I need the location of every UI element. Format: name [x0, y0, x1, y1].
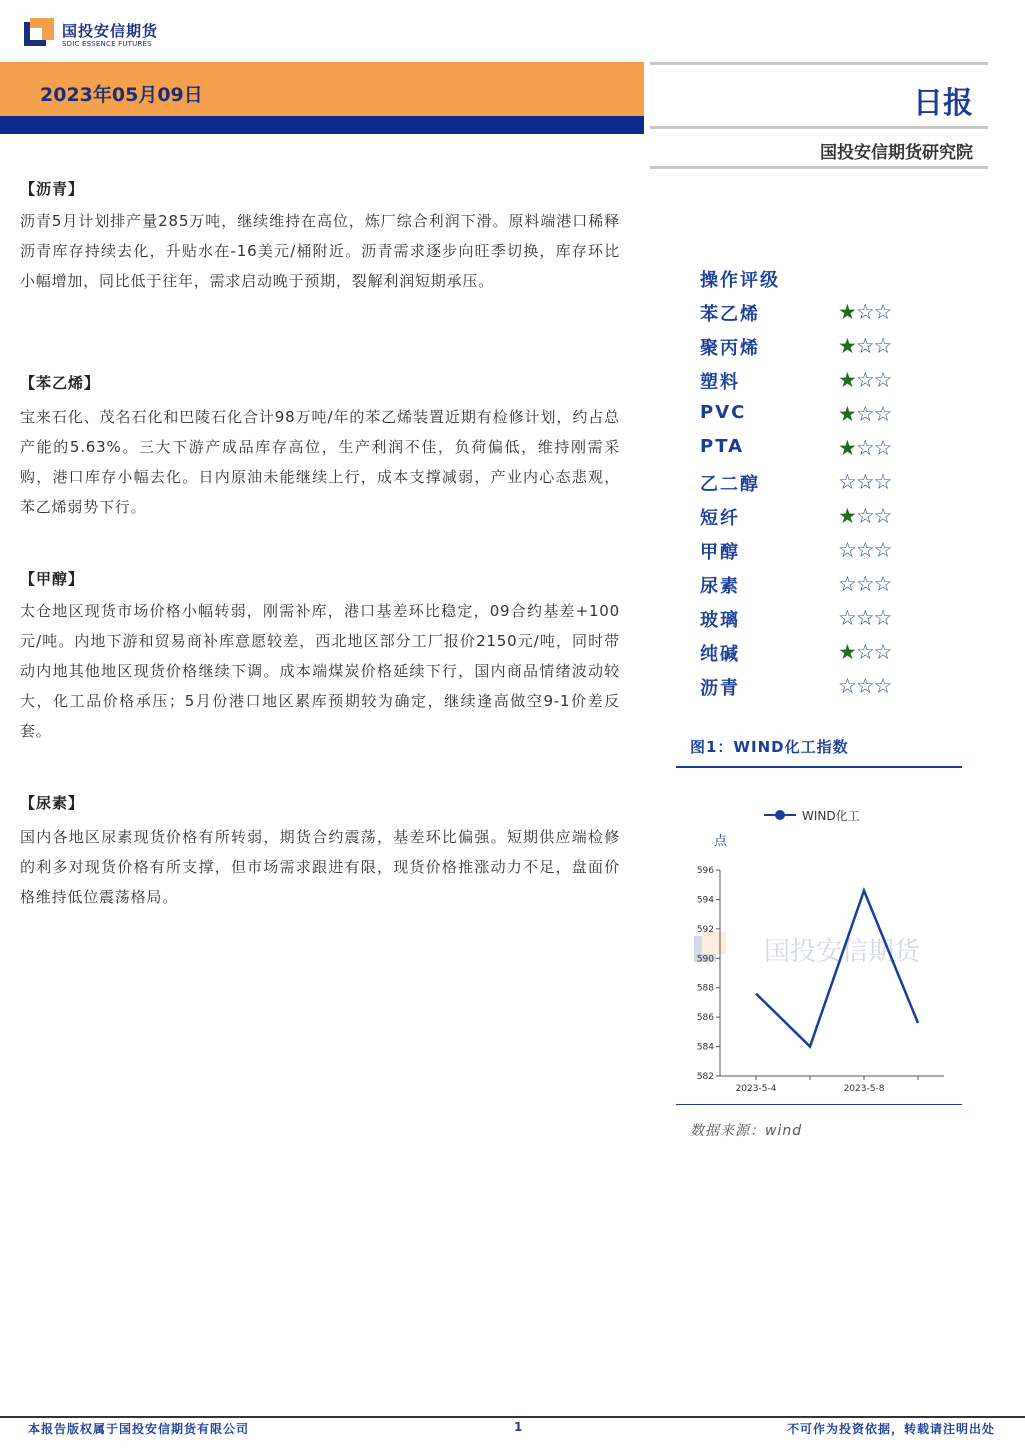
x-tick-label: 2023-5-8 [843, 1084, 885, 1094]
institute-name: 国投安信期货研究院 [820, 143, 973, 163]
rating-row [700, 674, 920, 704]
footer-copyright: 本报告版权属于国投安信期货有限公司 [28, 1422, 250, 1436]
report-date: 2023年05月09日 [40, 84, 203, 106]
watermark-text: 国投安信期货 [764, 937, 921, 967]
header-divider [650, 62, 988, 65]
header-divider [650, 166, 988, 169]
rating-row [700, 300, 920, 330]
rating-name: 沥青 [700, 678, 740, 699]
rating-name: 苯乙烯 [700, 304, 760, 325]
figure-title: 图1：WIND化工指数 [690, 738, 849, 756]
rating-name: 聚丙烯 [700, 338, 760, 359]
legend-label: WIND化工 [802, 809, 860, 823]
rating-row [700, 368, 920, 398]
data-source: 数据来源：wind [690, 1123, 803, 1139]
section-body-styrene: 宝来石化、茂名石化和巴陵石化合计98万吨/年的苯乙烯装置近期有检修计划，约占总产能的5.63%。三大下游产成品库存高位，生产利润不佳，负荷偏低，维持刚需采购，港口库存小幅去化。日内原油未能继续上行，成本支撑减弱，产业内心态悲观，苯乙烯弱势下行。 [20, 408, 620, 516]
rating-title: 操作评级 [700, 270, 780, 291]
star-rating-icon: ★☆☆ [838, 402, 892, 426]
rating-row [700, 538, 920, 568]
rating-name: PTA [700, 436, 745, 457]
y-tick-label: 586 [696, 1013, 714, 1024]
star-rating-icon: ★☆☆ [838, 334, 892, 358]
rating-row [700, 470, 920, 500]
rating-name: 甲醇 [700, 542, 740, 563]
rating-name: 乙二醇 [700, 474, 760, 495]
star-rating-icon: ★☆☆ [838, 436, 892, 460]
header-divider [650, 126, 988, 129]
star-rating-icon: ★☆☆ [838, 300, 892, 324]
y-tick-label: 584 [696, 1042, 714, 1053]
rating-name: 玻璃 [700, 610, 740, 631]
x-tick-label: 2023-5-4 [735, 1084, 777, 1094]
star-rating-icon: ☆☆☆ [838, 538, 892, 562]
star-rating-icon: ☆☆☆ [838, 572, 892, 596]
figure-rule [676, 1104, 962, 1105]
y-tick-label: 592 [696, 924, 714, 935]
y-tick-label: 582 [696, 1072, 714, 1082]
section-body-urea: 国内各地区尿素现货价格有所转弱，期货合约震荡，基差环比偏强。短期供应端检修的利多对现货价格有所支撑，但市场需求跟进有限，现货价格推涨动力不足，盘面价格维持低位震荡格局。 [20, 828, 620, 906]
wind-chemical-index-chart [676, 790, 962, 1102]
star-rating-icon: ★☆☆ [838, 640, 892, 664]
rating-row [700, 640, 920, 670]
logo-name-en: SDIC ESSENCE FUTURES [62, 40, 152, 48]
header-band-blue [0, 116, 644, 134]
logo-mark-icon [24, 18, 54, 48]
y-tick-label: 594 [696, 895, 714, 906]
section-body-methanol: 太仓地区现货市场价格小幅转弱，刚需补库，港口基差环比稳定，09合约基差+100元/吨。内地下游和贸易商补库意愿较差，西北地区部分工厂报价2150元/吨，同时带动内地其他地区现货价格继续下调。成本端煤炭价格延续下行，国内商品情绪波动较大，化工品价格承压；5月份港口地区累库预期较为确定，继续逢高做空9-1价差反套。 [20, 602, 620, 740]
rating-name: 纯碱 [700, 644, 740, 665]
figure-rule [676, 766, 962, 768]
rating-row [700, 572, 920, 602]
star-rating-icon: ★☆☆ [838, 368, 892, 392]
section-title-styrene: 【苯乙烯】 [20, 374, 101, 392]
rating-row [700, 436, 920, 466]
rating-row [700, 504, 920, 534]
section-title-methanol: 【甲醇】 [20, 570, 85, 588]
section-title-asphalt: 【沥青】 [20, 180, 85, 198]
legend-marker-icon [775, 810, 785, 820]
rating-name: PVC [700, 402, 747, 423]
footer-rule [0, 1416, 1025, 1418]
rating-row [700, 402, 920, 432]
footer-disclaimer: 不可作为投资依据，转载请注明出处 [786, 1422, 995, 1436]
y-axis-label: 点 [714, 834, 728, 849]
star-rating-icon: ☆☆☆ [838, 470, 892, 494]
rating-row [700, 606, 920, 636]
rating-row [700, 334, 920, 364]
rating-name: 尿素 [700, 576, 740, 597]
star-rating-icon: ☆☆☆ [838, 606, 892, 630]
chart-marks [756, 891, 918, 1047]
logo-name-cn: 国投安信期货 [62, 22, 159, 40]
y-tick-label: 590 [696, 954, 714, 965]
chart-legend [764, 809, 860, 823]
star-rating-icon: ★☆☆ [838, 504, 892, 528]
report-type: 日报 [913, 86, 973, 121]
page-number: 1 [514, 1420, 524, 1434]
chart-axes [697, 866, 944, 1094]
y-tick-label: 588 [696, 983, 714, 994]
section-title-urea: 【尿素】 [20, 794, 85, 812]
rating-name: 短纤 [700, 508, 740, 529]
y-tick-label: 596 [696, 866, 714, 876]
series-line [756, 891, 918, 1047]
company-logo [24, 16, 164, 52]
section-body-asphalt: 沥青5月计划排产量285万吨，继续维持在高位，炼厂综合利润下滑。原料端港口稀释沥青库存持续去化，升贴水在-16美元/桶附近。沥青需求逐步向旺季切换，库存环比小幅增加，同比低于往年，需求启动晚于预期，裂解利润短期承压。 [20, 212, 620, 290]
star-rating-icon: ☆☆☆ [838, 674, 892, 698]
rating-name: 塑料 [700, 372, 740, 393]
